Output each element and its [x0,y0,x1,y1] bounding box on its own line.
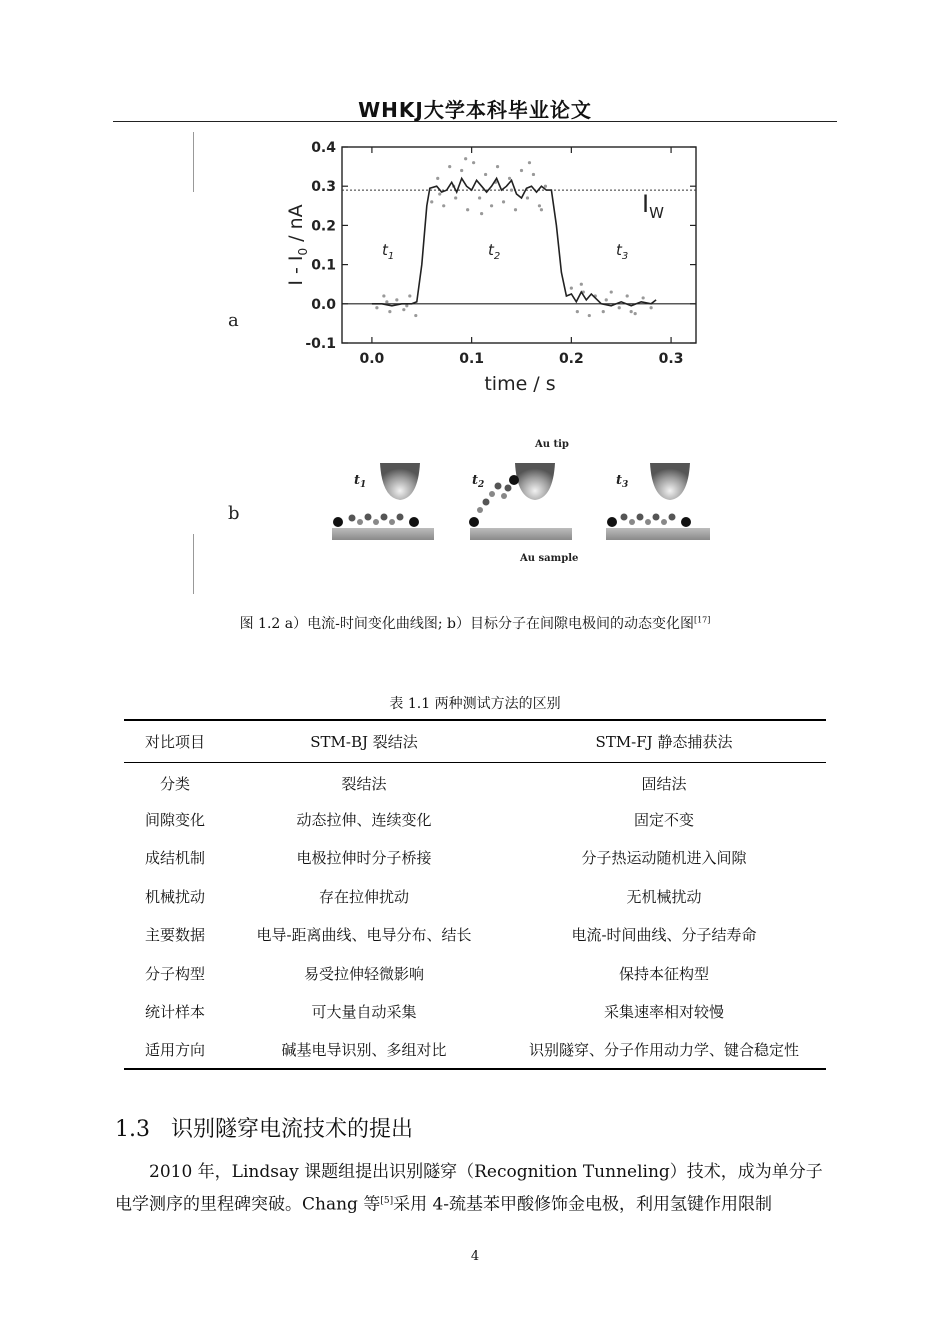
table-cell: 机械扰动 [144,887,205,906]
x-tick-label: 0.3 [658,351,684,367]
comparison-table [124,719,826,1070]
table-cell: 成结机制 [144,849,205,868]
table-row [124,800,826,838]
x-tick-label: 0.2 [558,351,584,367]
table-cell: 动态拉伸、连续变化 [296,811,432,830]
scatter-point [650,306,653,309]
section-title: 识别隧穿电流技术的提出 [171,1117,414,1142]
scatter-point [402,308,405,311]
plot-frame [342,147,696,343]
au-tip-1 [380,463,420,500]
table-cell: 识别隧穿、分子作用动力学、键合稳定性 [528,1040,799,1059]
au-sample-2 [470,528,572,540]
scatter-point [502,200,505,203]
scatter-point [588,314,591,317]
scatter-point [532,173,535,176]
scatter-point [385,300,388,303]
table-header-row [124,720,826,762]
scatter-point [395,298,398,301]
scatter-point [430,200,433,203]
current-time-plot [280,130,710,400]
schematic-t3-label: $t_3$ [616,473,629,490]
table-cell: 分子构型 [144,964,205,983]
scatter-point [540,208,543,211]
scatter-point [618,306,621,309]
molecule-chain-3 [607,514,691,528]
scatter-point [570,287,573,290]
molecule-chain-1 [333,514,419,528]
scatter-point [454,196,457,199]
section-number: 1.3 [115,1117,150,1142]
table-cell: 碱基电导识别、多组对比 [281,1040,447,1059]
au-tip-label: Au tip [535,439,569,450]
y-tick-label: 0.3 [311,179,336,196]
scatter-point [642,296,645,299]
table-cell: 适用方向 [144,1040,205,1059]
page-header-title: WHKJ大学本科毕业论文 [358,98,592,122]
table-caption: 表 1.1 两种测试方法的区别 [389,696,561,712]
scatter-point [520,169,523,172]
y-tick-label: -0.1 [305,336,336,352]
scatter-point [610,290,613,293]
table-cell: 裂结法 [341,774,387,793]
scatter-point [464,157,467,160]
y-tick-label: 0.0 [311,296,336,313]
table-header-cell: 对比项目 [144,732,205,751]
table-cell: 可大量自动采集 [311,1003,417,1022]
figure-frame-line-bottom [193,534,194,594]
scatter-point [466,208,469,211]
iw-label: $I_W$ [642,190,664,222]
x-axis-label: time / s [484,373,556,395]
scatter-point [436,177,439,180]
scatter-point [526,196,529,199]
scatter-point [514,208,517,211]
table-cell: 主要数据 [144,926,205,945]
scatter-point [508,177,511,180]
table-header-cell: STM-FJ 静态捕获法 [595,732,733,751]
scatter-point [442,204,445,207]
scatter-point [605,298,608,301]
scatter-point [375,306,378,309]
table-cell: 分类 [159,774,190,793]
scatter-point [405,304,408,307]
table-row [124,877,826,915]
table-row [124,916,826,954]
scatter-point [408,294,411,297]
x-tick-label: 0.1 [459,351,485,367]
table-cell: 采集速率相对较慢 [603,1003,724,1022]
scatter-point [480,212,483,215]
gap-electrode-schematic [320,428,720,578]
scatter-point [528,161,531,164]
table-row [124,1031,826,1069]
scatter-point [382,294,385,297]
table-row [124,954,826,992]
table-cell: 间隙变化 [144,811,205,830]
scatter-point [472,161,475,164]
t3-label: $t_3$ [616,241,629,262]
x-axis-ticks [360,147,684,367]
table-cell: 存在拉伸扰动 [318,887,409,906]
table-cell: 统计样本 [144,1003,205,1022]
scatter-point [630,310,633,313]
figure-caption-ref: [17] [693,615,711,625]
table-header-cell: STM-BJ 裂结法 [310,732,418,751]
x-tick-label: 0.0 [359,351,385,367]
y-axis-ticks [305,140,696,352]
y-axis-label: I - $I_0$ / nA [285,204,310,286]
figure-caption: 图 1.2 a）电流-时间变化曲线图; b）目标分子在间隙电极间的动态变化图[17] [239,615,711,632]
scatter-point [414,314,417,317]
table-cell: 电极拉伸时分子桥接 [296,849,432,868]
scatter-point [626,294,629,297]
current-trace-line [372,178,656,305]
y-tick-label: 0.4 [311,140,336,156]
table-cell: 保持本征构型 [618,964,709,983]
figure-frame-line-top [193,132,194,192]
t2-label: $t_2$ [488,241,501,262]
au-sample-3 [606,528,710,540]
scatter-point [602,310,605,313]
panel-b-label: b [228,503,240,524]
scatter-point [576,310,579,313]
au-sample-1 [332,528,434,540]
scatter-point [438,192,441,195]
scatter-point [448,165,451,168]
scatter-point [388,310,391,313]
scatter-point [478,196,481,199]
table-cell: 易受拉伸轻微影响 [303,964,424,983]
au-sample-label: Au sample [520,553,579,564]
table-row [124,992,826,1030]
schematic-t1-label: $t_1$ [354,473,367,490]
section-heading [115,1112,413,1143]
scatter-point [460,169,463,172]
page-number: 4 [470,1249,480,1264]
table-cell: 电导-距离曲线、电导分布、结长 [256,926,472,945]
panel-a-label: a [228,310,239,331]
header-rule [113,121,837,122]
scatter-point [634,312,637,315]
body-paragraph-line: 电学测序的里程碑突破。Chang 等[5]采用 4-巯基苯甲酸修饰金电极，利用氢键作用限制 [115,1194,773,1215]
table-cell: 分子热运动随机进入间隙 [581,849,747,868]
au-tip-2 [515,463,555,500]
body-paragraph-line: 2010 年，Lindsay 课题组提出识别隧穿（Recognition Tunneling）技术，成为单分子 [149,1162,823,1182]
table-row [124,762,826,800]
table-cell: 固定不变 [633,811,694,830]
y-tick-label: 0.2 [311,218,336,235]
table-cell: 无机械扰动 [626,887,702,906]
scatter-point [580,283,583,286]
scatter-point [496,165,499,168]
scatter-point [538,204,541,207]
scatter-point [544,185,547,188]
table-row [124,839,826,877]
scatter-series [375,157,652,317]
au-tip-3 [650,463,690,500]
scatter-point [484,173,487,176]
scatter-point [510,189,513,192]
schematic-t2-label: $t_2$ [472,473,485,490]
scatter-point [490,204,493,207]
table-cell: 固结法 [641,774,687,793]
citation-ref: [5] [380,1196,394,1206]
y-tick-label: 0.1 [311,257,336,274]
table-cell: 电流-时间曲线、分子结寿命 [571,926,757,945]
t1-label: $t_1$ [382,241,395,262]
